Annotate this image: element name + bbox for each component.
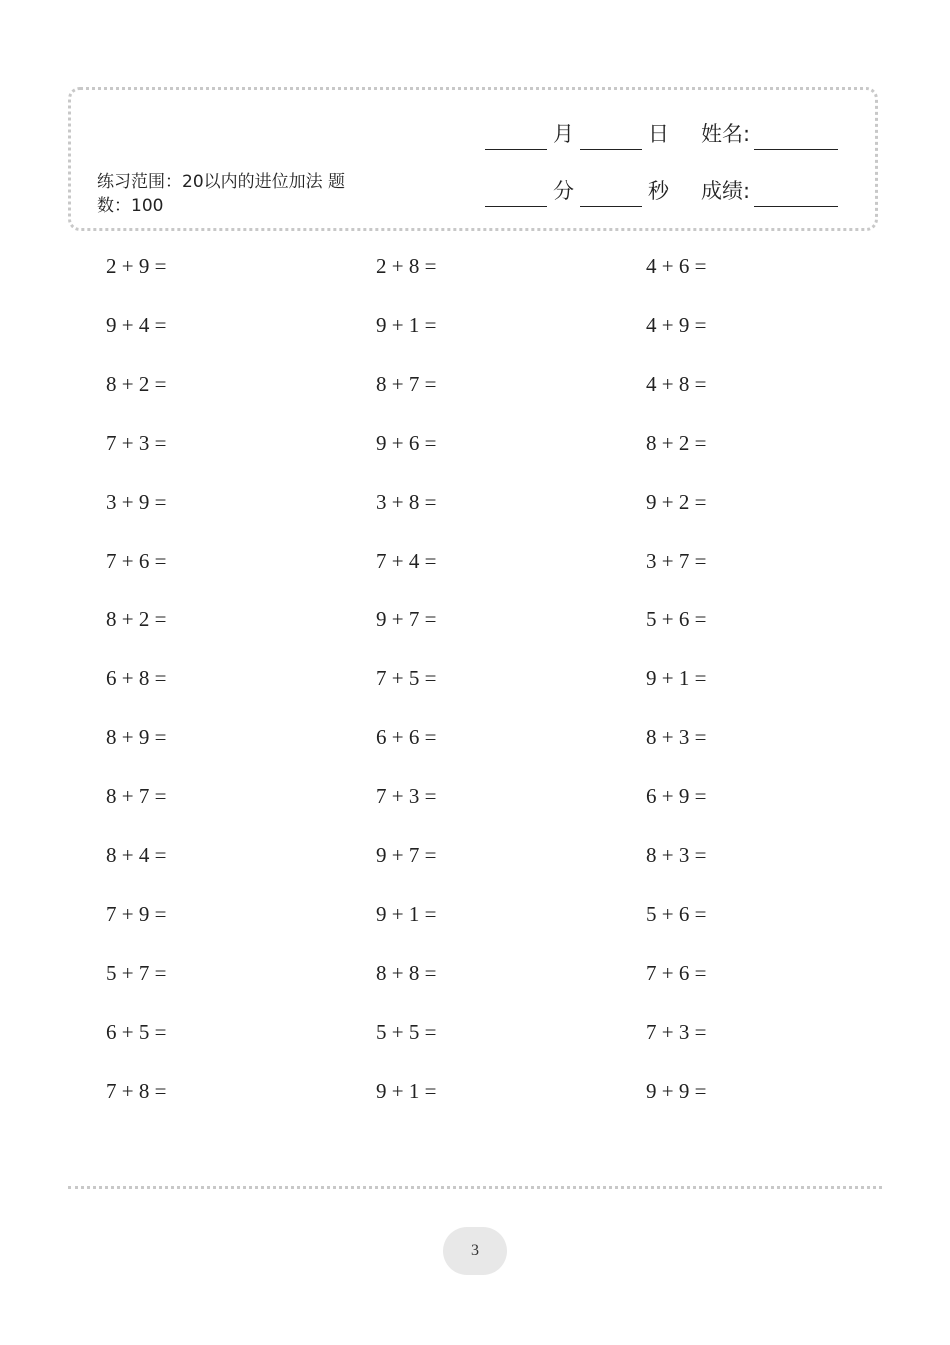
problem-item: 5 + 7 =: [106, 960, 167, 985]
problem-item: 7 + 8 =: [106, 1078, 167, 1103]
problem-item: 4 + 6 =: [646, 254, 707, 278]
problem-item: 6 + 6 =: [376, 725, 437, 750]
problem-item: 4 + 8 =: [646, 371, 707, 396]
problem-item: 7 + 6 =: [106, 548, 167, 573]
problem-item: 5 + 6 =: [646, 901, 707, 926]
problem-item: 8 + 2 =: [646, 430, 707, 455]
problem-item: 7 + 5 =: [376, 666, 437, 691]
problem-item: 9 + 4 =: [106, 312, 167, 337]
seconds-label: 秒: [648, 179, 669, 203]
page-number-badge: 3: [443, 1227, 507, 1275]
problem-item: 6 + 8 =: [106, 666, 167, 691]
problem-item: 9 + 1 =: [376, 312, 437, 337]
problem-item: 9 + 7 =: [376, 607, 437, 632]
problem-item: 9 + 1 =: [376, 901, 437, 926]
problem-count: 题数：100: [97, 172, 346, 216]
problem-item: 8 + 7 =: [106, 784, 167, 809]
month-label: 月: [553, 122, 574, 146]
problem-item: 9 + 9 =: [646, 1078, 707, 1103]
problem-item: 8 + 4 =: [106, 843, 167, 867]
problem-item: 8 + 2 =: [106, 607, 167, 632]
problem-item: 9 + 2 =: [646, 489, 707, 514]
problem-item: 6 + 9 =: [646, 784, 707, 809]
problem-item: 9 + 1 =: [376, 1078, 437, 1103]
problem-item: 3 + 8 =: [376, 489, 437, 514]
practice-range: 练习范围：20以内的进位加法: [97, 172, 323, 192]
problem-item: 3 + 7 =: [646, 548, 707, 573]
problem-item: 8 + 7 =: [376, 371, 437, 396]
minutes-label: 分: [553, 179, 574, 203]
problem-item: 7 + 3 =: [646, 1019, 707, 1044]
problem-item: 2 + 9 =: [106, 254, 167, 278]
footer-divider: [68, 1186, 882, 1189]
problem-item: 6 + 5 =: [106, 1019, 167, 1044]
problem-item: 8 + 3 =: [646, 843, 707, 867]
problem-item: 9 + 6 =: [376, 430, 437, 455]
problem-item: 9 + 7 =: [376, 843, 437, 867]
day-label: 日: [648, 122, 669, 146]
problem-item: 9 + 1 =: [646, 666, 707, 691]
problem-item: 7 + 3 =: [376, 784, 437, 809]
problem-item: 5 + 6 =: [646, 607, 707, 632]
score-label: 成绩:: [701, 179, 751, 203]
problem-item: 7 + 3 =: [106, 430, 167, 455]
problem-item: 8 + 9 =: [106, 725, 167, 750]
name-label: 姓名:: [701, 122, 751, 146]
problem-item: 8 + 3 =: [646, 725, 707, 750]
problem-item: 5 + 5 =: [376, 1019, 437, 1044]
problem-item: 7 + 9 =: [106, 901, 167, 926]
problem-item: 7 + 6 =: [646, 960, 707, 985]
problem-item: 7 + 4 =: [376, 548, 437, 573]
problem-item: 3 + 9 =: [106, 489, 167, 514]
problem-item: 8 + 8 =: [376, 960, 437, 985]
problem-item: 4 + 9 =: [646, 312, 707, 337]
problem-item: 8 + 2 =: [106, 371, 167, 396]
problem-item: 2 + 8 =: [376, 254, 437, 278]
